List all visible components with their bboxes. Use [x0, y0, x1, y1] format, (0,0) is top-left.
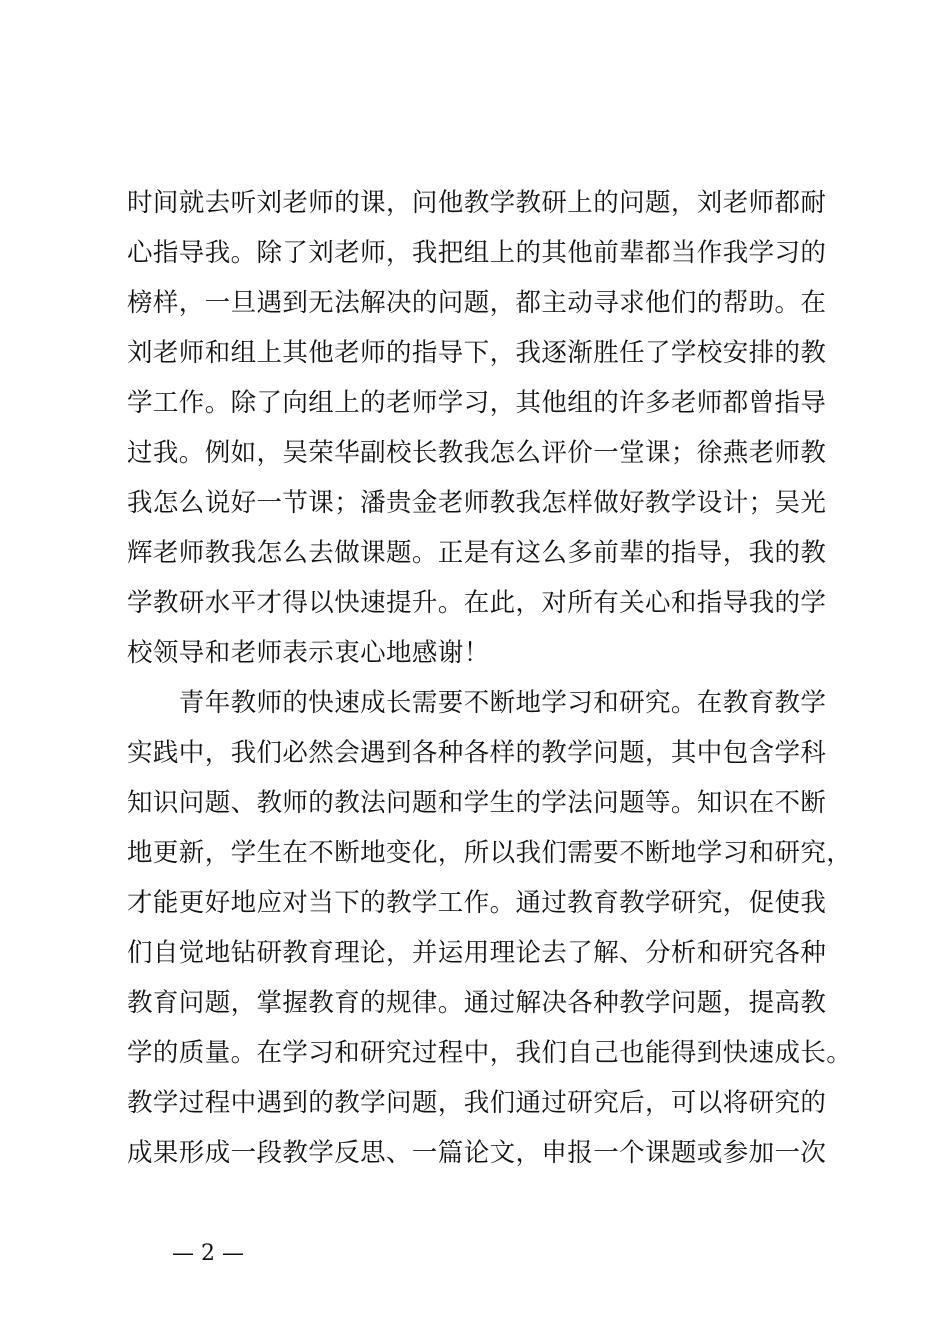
- text-line: 心指导我。除了刘老师，我把组上的其他前辈都当作我学习的: [127, 238, 827, 268]
- text-line: 学工作。除了向组上的老师学习，其他组的许多老师都曾指导: [127, 388, 827, 418]
- body-text: [127, 178, 853, 1178]
- text-line: 时间就去听刘老师的课，问他教学教研上的问题，刘老师都耐: [127, 188, 827, 218]
- text-line: 榜样，一旦遇到无法解决的问题，都主动寻求他们的帮助。在: [127, 288, 827, 318]
- text-line: 才能更好地应对当下的教学工作。通过教育教学研究，促使我: [127, 888, 827, 918]
- text-line: 过我。例如，吴荣华副校长教我怎么评价一堂课；徐燕老师教: [127, 438, 827, 468]
- text-line: 教学过程中遇到的教学问题，我们通过研究后，可以将研究的: [127, 1088, 827, 1118]
- text-line: 地更新，学生在不断地变化，所以我们需要不断地学习和研究，: [127, 838, 853, 868]
- text-line: 知识问题、教师的教法问题和学生的学法问题等。知识在不断: [127, 788, 827, 818]
- text-line: 成果形成一段教学反思、一篇论文，申报一个课题或参加一次: [127, 1138, 827, 1168]
- text-line: 教育问题，掌握教育的规律。通过解决各种教学问题，提高教: [127, 988, 827, 1018]
- text-line: 们自觉地钻研教育理论，并运用理论去了解、分析和研究各种: [127, 938, 827, 968]
- text-line: 我怎么说好一节课；潘贵金老师教我怎样做好教学设计；吴光: [127, 488, 827, 518]
- text-line: 辉老师教我怎么去做课题。正是有这么多前辈的指导，我的教: [127, 538, 827, 568]
- text-line: 刘老师和组上其他老师的指导下，我逐渐胜任了学校安排的教: [127, 338, 827, 368]
- text-line: 校领导和老师表示衷心地感谢！: [127, 638, 490, 668]
- text-line: 学的质量。在学习和研究过程中，我们自己也能得到快速成长。: [127, 1038, 853, 1068]
- text-line: 实践中，我们必然会遇到各种各样的教学问题，其中包含学科: [127, 738, 827, 768]
- text-line: 学教研水平才得以快速提升。在此，对所有关心和指导我的学: [127, 588, 827, 618]
- paragraph-start-line: 青年教师的快速成长需要不断地学习和研究。在教育教学: [127, 688, 827, 718]
- page-number: — 2 —: [172, 1241, 244, 1266]
